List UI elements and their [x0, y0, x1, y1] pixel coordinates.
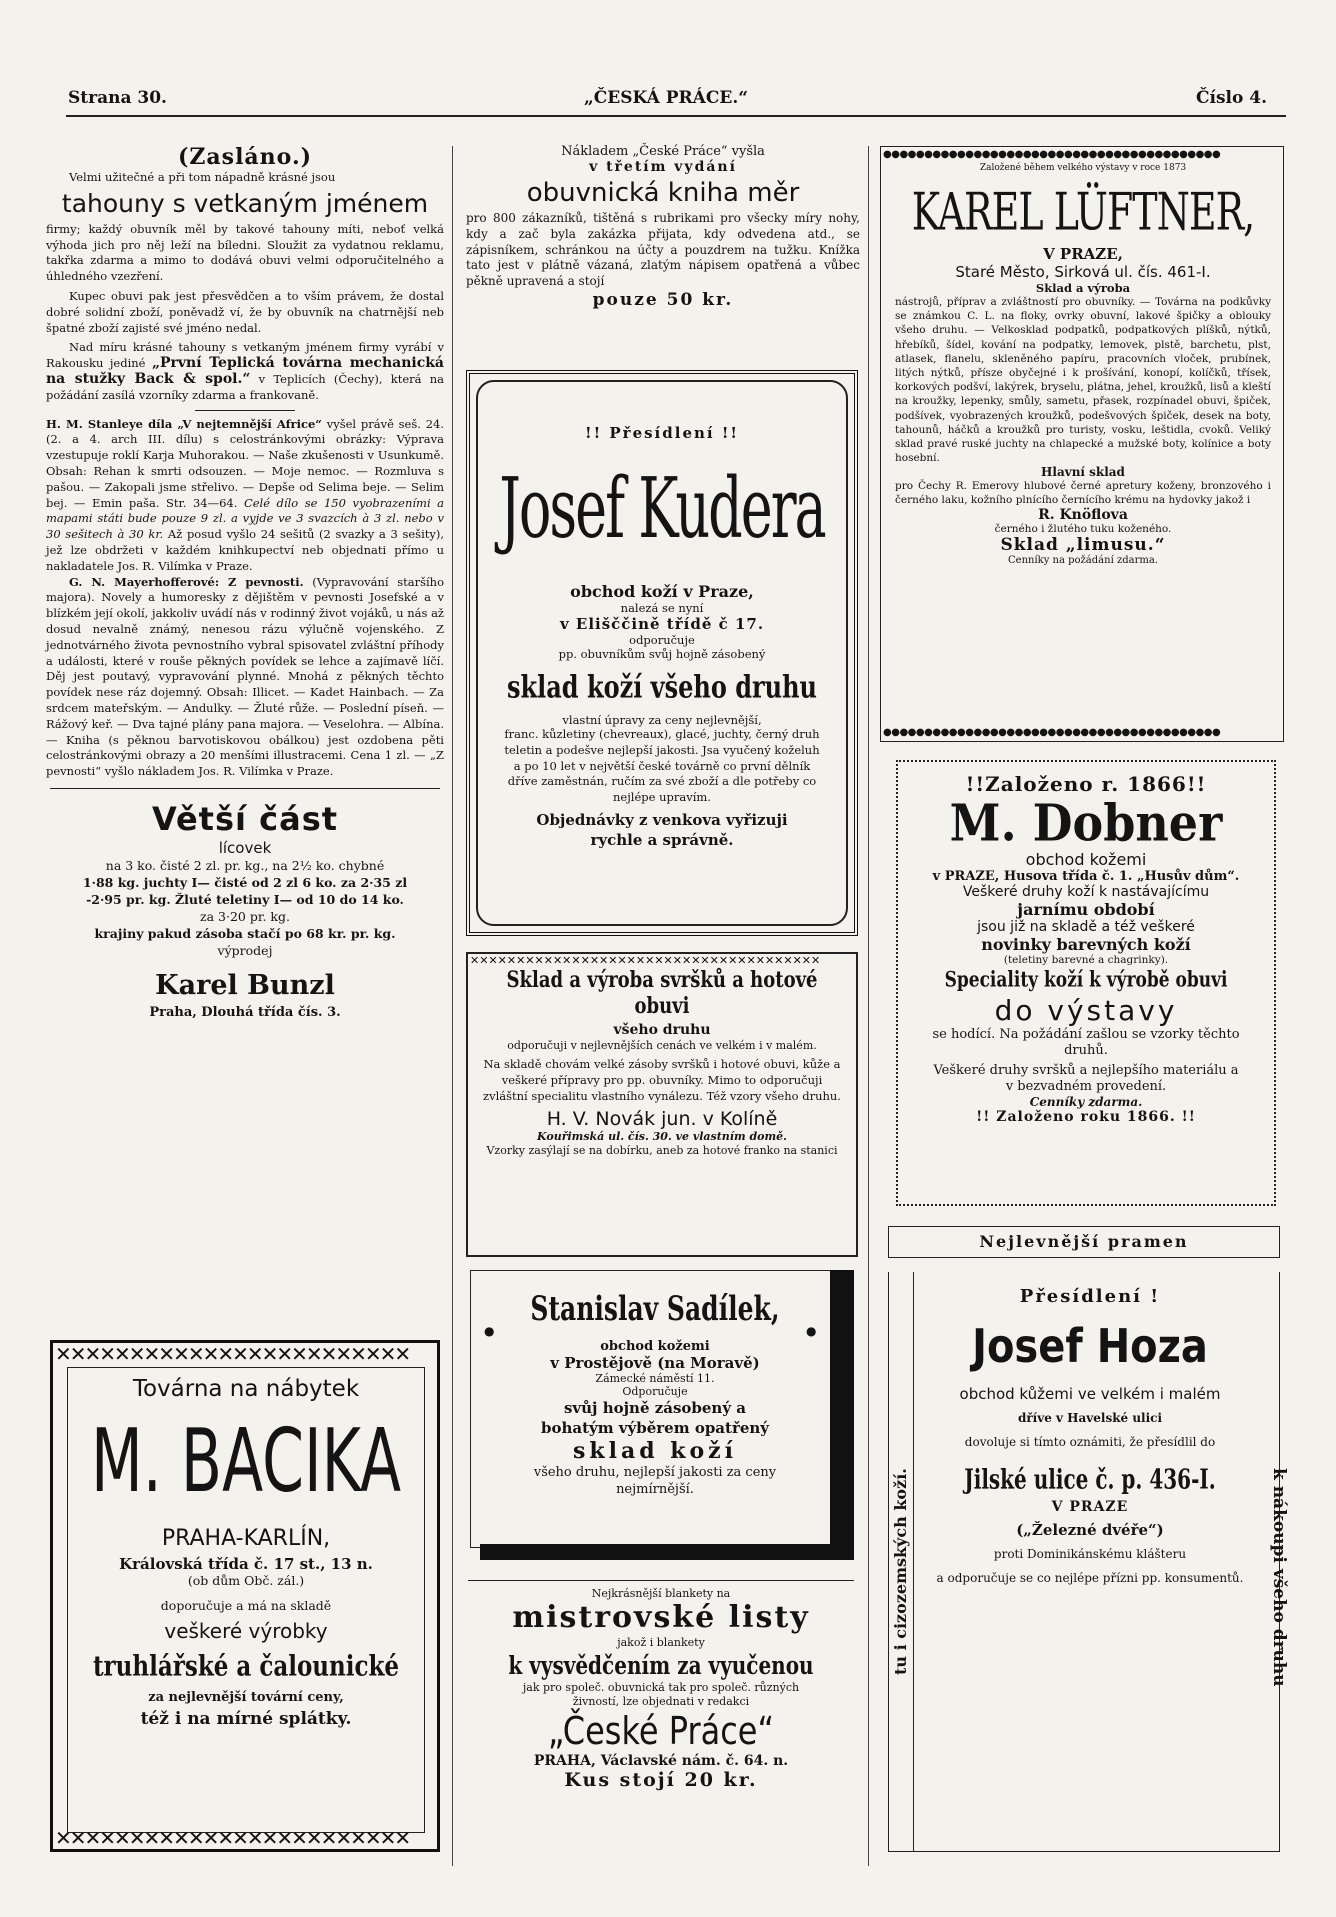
bacik-text-5: též i na mírné splátky.: [140, 1709, 352, 1729]
kniha-text: pro 800 zákazníků, tištěná s rubrikami pro všecky míry nohy, kdy a zač byla zakázka přijata, kdy odvedena atd., se zápisníkem, schránkou na účty a pouzdrem na tužku. Knížka tato jest v plátně vázaná, zlatým nápisem opatřená a vůbec pěkně upravená a stojí: [466, 211, 860, 289]
hoza-content: [919, 1276, 1261, 1585]
bacik-city: PRAHA-KARLÍN,: [161, 1526, 331, 1551]
novak-ornament-top: ✕✕✕✕✕✕✕✕✕✕✕✕✕✕✕✕✕✕✕✕✕✕✕✕✕✕✕✕✕✕✕✕✕✕✕✕✕✕: [470, 955, 821, 967]
kudera-t4: odporučuje: [629, 633, 695, 647]
luftner-content: [895, 163, 1271, 566]
hoza-left-vertical: tu i cizozemských koží.: [891, 1468, 910, 1676]
listy-t3: k vysvědčením za vyučenou: [508, 1650, 814, 1680]
column-1: [46, 144, 444, 1020]
novak-t1: všeho druhu: [613, 1022, 711, 1038]
dobner-t3: Veškeré druhy koží k nastávajícímu: [962, 884, 1210, 900]
dobner-t1: obchod kožemi: [1025, 850, 1147, 869]
dobner-big: do výstavy: [994, 994, 1178, 1027]
licovek-address: Praha, Dlouhá třída čís. 3.: [149, 1004, 341, 1020]
luftner-t5: R. Knöflova: [1038, 507, 1128, 524]
luftner-t3: Hlavní sklad: [1041, 465, 1125, 480]
hoza-t7: a odporučuje se co nejlépe přízni pp. konsumentů.: [936, 1571, 1244, 1585]
listy-t5: PRAHA, Václavské nám. č. 64. n.: [533, 1753, 789, 1769]
column-divider-1: [452, 146, 453, 1866]
luftner-city: V PRAZE,: [1043, 245, 1123, 263]
listy-t4: jak pro společ. obuvnická tak pro společ. různých živností, lze objednati v redakci: [522, 1681, 800, 1708]
dobner-t2: v PRAZE, Husova třída č. 1. „Husův dům“.: [932, 869, 1240, 884]
bacik-text-4: za nejlevnější tovární ceny,: [148, 1690, 344, 1705]
novak-t5: Vzorky zasýlají se na dobírku, aneb za hotové franko na stanici: [486, 1144, 838, 1158]
hoza-t1: obchod kůžemi ve velkém i malém: [959, 1385, 1221, 1403]
book-pevnost: [46, 575, 444, 780]
kniha-line-1: Nákladem „České Práce“ vyšla: [561, 144, 765, 159]
sadilek-t2: v Prostějově (na Moravě): [550, 1354, 760, 1372]
newspaper-title: „ČESKÁ PRÁCE.“: [584, 88, 749, 108]
hoza-t4: V PRAZE: [1051, 1499, 1129, 1515]
kudera-t8: Objednávky z venkova vyřizuji rychle a správně.: [536, 810, 788, 849]
dobner-t12: !! Založeno roku 1866. !!: [976, 1109, 1196, 1125]
bacik-text-3: truhlářské a čalounické: [92, 1650, 400, 1683]
licovek-line-3: -2·95 pr. kg. Žluté teletiny I— od 10 do 14 ko.: [86, 891, 404, 907]
kniha-big: obuvnická kniha měr: [526, 178, 800, 208]
bacik-inner: [67, 1367, 425, 1833]
book-stanley-text: vyšel právě seš. 24. (2. a 4. arch III. dílu) s celostránkovými obrázky: Výprava vzestupuje roklí Karja Muhorakou. — Naše zkušenosti v Usunkumě. Obsah: Rehan k smrti odsouzen. — Moje nemoc. — Rozmluva s pašou. — Zakopali jsme střelivo. — Depše od Selima beje. — Selim bej. — Emin paša. Str. 34—64.: [46, 416, 444, 510]
dobner-t7: (teletiny barevné a chagrinky).: [1003, 954, 1169, 966]
kudera-t1: obchod koží v Praze,: [570, 582, 754, 601]
bacik-ad: [50, 1340, 440, 1852]
book-stanley: [46, 417, 444, 575]
book-stanley-title: H. M. Stanleye díla „V nejtemnější Africe“: [46, 416, 322, 431]
zaslano-big: tahouny s vetkaným jménem: [61, 188, 429, 218]
section-rule-2: [50, 788, 440, 789]
bacik-top: Továrna na nábytek: [132, 1376, 360, 1402]
licovek-line-1: na 3 ko. čisté 2 zl. pr. kg., na 2½ ko. chybné: [105, 857, 385, 873]
kudera-top: !! Přesídlení !!: [585, 424, 739, 442]
novak-t2: odporučuji v nejlevnějších cenách ve velkém i v malém.: [507, 1039, 817, 1052]
listy-t2: jakož i blankety: [617, 1636, 705, 1649]
kudera-t2: nalezá se nyní: [620, 601, 704, 615]
licovek-list: [46, 857, 444, 959]
zaslano-intro: Velmi užitečné a při tom nápadně krásné jsou: [69, 170, 336, 184]
column-divider-2: [868, 146, 869, 1866]
sadilek-t6: všeho druhu, nejlepší jakosti za ceny nejmírnější.: [533, 1465, 777, 1497]
bacik-text-1: doporučuje a má na skladě: [160, 1598, 332, 1613]
dobner-t8: Speciality koží k výrobě obuvi: [944, 967, 1228, 993]
kudera-content: [490, 424, 834, 850]
sadilek-t5: svůj hojně zásobený a bohatým výběrem opatřený: [540, 1399, 770, 1437]
kudera-t7: franc. kůzletiny (chevreaux), glacé, juchty, černý druh teletin a podešve nejlepší jakosti. Jsa vyučený koželuh a po 10 let v největší české továrně co první dělník dříve zaměstnán, ručím za své zboží a dle potřeby co nejlépe upravím.: [504, 727, 820, 805]
hoza-t3: dovoluje si tímto oznámiti, že přesídlil do: [964, 1435, 1216, 1449]
novak-t4: Kouřimská ul. čís. 30. ve vlastním domě.: [537, 1130, 787, 1144]
licovek-name: Karel Bunzl: [155, 969, 335, 1001]
listy-price: Kus stojí 20 kr.: [564, 1769, 758, 1791]
zaslano-p3: [46, 340, 444, 403]
luftner-t6: černého i žlutého tuku koženého.: [994, 523, 1172, 536]
sadilek-content: [480, 1284, 830, 1498]
hoza-t5: („Železné dvéře“): [1016, 1521, 1164, 1539]
sadilek-t4: Odporučuje: [622, 1385, 688, 1398]
kudera-t6: vlastní úpravy za ceny nejlevnější,: [562, 713, 762, 727]
kudera-big: sklad koží všeho druhu: [507, 667, 817, 706]
book-pevnost-title: G. N. Mayerhofferové: Z pevnosti.: [69, 574, 304, 589]
dobner-t5: jsou již na skladě a též veškeré: [977, 919, 1195, 935]
kudera-t3: v Elišččině třídě č 17.: [559, 615, 765, 633]
dobner-name: M. Dobner: [949, 793, 1223, 853]
zaslano-p1: firmy; každý obuvník měl by takové tahouny míti, neboť velká výhoda jich pro něj leží na bíledni. Sloužit za vydatnou reklamu, takřka zdarma a mimo to dodává obuvi velmi odporučitelného a úhledného vzezření.: [46, 221, 444, 284]
novak-content: [478, 966, 846, 1158]
hoza-big: Jilské ulice č. p. 436-I.: [964, 1462, 1216, 1496]
hoza-header: [888, 1226, 1280, 1258]
luftner-name: KAREL LÜFTNER,: [911, 182, 1255, 242]
dobner-t4: jarnímu období: [1017, 900, 1155, 919]
section-rule: [195, 410, 295, 411]
sadilek-name: Stanislav Sadílek,: [530, 1288, 780, 1329]
luftner-t1: Sklad a výroba: [1035, 281, 1131, 295]
kudera-name: Josef Kudera: [499, 459, 825, 558]
listy-big: mistrovské listy: [512, 1600, 810, 1635]
luftner-top: Založené během velkého výstavy v roce 1873: [979, 163, 1187, 173]
licovek-line-5: krajiny pakud zásoba stačí po 68 kr. pr. kg.: [94, 925, 396, 941]
kniha-price: pouze 50 kr.: [592, 289, 734, 310]
sadilek-shadow-bottom: [480, 1544, 854, 1560]
issue-number: Číslo 4.: [1196, 88, 1268, 108]
zaslano-p3-end: v Teplicích (Čechy), která na požádání zasílá vzorníky zdarma a frankovaně.: [46, 371, 444, 402]
hoza-top: Nejlevnější pramen: [979, 1232, 1189, 1251]
luftner-t7: Sklad „limusu.“: [1000, 535, 1166, 556]
ornament-border-top: ✕✕✕✕✕✕✕✕✕✕✕✕✕✕✕✕✕✕✕✕✕✕✕✕: [55, 1345, 410, 1363]
sadilek-dot-right: ●: [806, 1324, 817, 1338]
dobner-t11: Cenníky zdarma.: [1029, 1095, 1143, 1109]
ornament-border-bottom: ✕✕✕✕✕✕✕✕✕✕✕✕✕✕✕✕✕✕✕✕✕✕✕✕: [55, 1829, 410, 1847]
luftner-ornament-bottom: ●●●●●●●●●●●●●●●●●●●●●●●●●●●●●●●●●●●●●●●●●: [883, 727, 1221, 738]
sadilek-t1: obchod kožemi: [600, 1339, 710, 1354]
licovek-line-6: výprodej: [217, 942, 273, 958]
kudera-ad: [466, 370, 858, 936]
sadilek-ad: [470, 1270, 854, 1560]
novak-name: H. V. Novák jun. v Kolíně: [546, 1108, 778, 1131]
bacik-address: Královská třída č. 17 st., 13 n.: [119, 1555, 373, 1573]
luftner-ornament-top: ●●●●●●●●●●●●●●●●●●●●●●●●●●●●●●●●●●●●●●●●●: [883, 149, 1221, 160]
novak-big: Sklad a výroba svršků a hotové obuvi: [506, 966, 818, 1020]
hoza-name: Josef Hoza: [972, 1320, 1208, 1374]
novak-ad: [466, 952, 858, 1257]
listy-ad: [468, 1580, 854, 1840]
bacik-name: M. BACIKA: [91, 1411, 401, 1513]
zaslano-p2: Kupec obuvi pak jest přesvědčen a to vším právem, že dostal dobré solidní zboží, poněvadž ví, že by obuvník na chatrnější neb špatné zboží zajisté své jméno nedal.: [46, 288, 444, 335]
licovek-line-2: 1·88 kg. juchty I— čisté od 2 zl 6 ko. za 2·35 zl: [82, 874, 408, 890]
listy-t1: Nejkrásnější blankety na: [591, 1587, 731, 1600]
dobner-t9: se hodící. Na požádání zašlou se vzorky těchto druhů.: [932, 1027, 1240, 1058]
licovek-line-4: za 3·20 pr. kg.: [200, 908, 290, 924]
dobner-t10: Veškeré druhy svršků a nejlepšího materiálu a v bezvadném provedení.: [933, 1063, 1239, 1094]
page-number: Strana 30.: [68, 88, 167, 108]
zaslano-heading: (Zasláno.): [177, 144, 313, 170]
zaslano-firm: „První Teplická továrna mechanická na stužky Back & spol.“: [46, 355, 445, 387]
kniha-line-2: v třetím vydání: [589, 159, 737, 175]
book-stanley-end: Až posud vyšlo 24 sešitů (2 svazky a 3 sešity), jež lze obdržeti v každém knihkupectví neb objednati přímo u nakladatele Jos. R. Vilímka v Praze.: [46, 527, 445, 573]
column-2-kniha: [466, 144, 860, 310]
hoza-right-vertical: k nákoupi všeho druhu: [1269, 1467, 1289, 1687]
sadilek-big: sklad koží: [572, 1438, 738, 1464]
sadilek-dot-left: ●: [484, 1324, 495, 1338]
header-rule: [66, 115, 1286, 117]
hoza-t0: Přesídlení !: [1019, 1286, 1161, 1307]
book-stanley-italic: Celé dílo se 150 vyobrazeními a mapami státi bude pouze 9 zl. a vyjde ve 3 svazcích à 3 zl. nebo v 30 sešitech à 30 kr.: [46, 495, 445, 542]
listy-name: „České Práce“: [547, 1708, 775, 1754]
novak-t3: Na skladě chovám velké zásoby svršků i hotové obuvi, kůže a veškeré přípravy pro pp. obuvníky. Mimo to odporučuji zvláštní specialitu vlastního vynálezu. Též vzory všeho druhu.: [483, 1057, 841, 1103]
sadilek-t3: Zámecké náměstí 11.: [595, 1372, 715, 1385]
licovek-sub: lícovek: [218, 838, 272, 857]
luftner-address: Staré Město, Sirková ul. čís. 461-I.: [955, 263, 1211, 281]
luftner-t8: Cenníky na požádání zdarma.: [1008, 555, 1158, 567]
bacik-address-2: (ob dům Obč. zál.): [187, 1573, 305, 1588]
luftner-ad: [880, 146, 1284, 742]
sadilek-shadow-right: [830, 1270, 854, 1560]
dobner-ad: [896, 760, 1276, 1206]
hoza-t2: dříve v Havelské ulici: [1017, 1411, 1163, 1425]
kudera-t5: pp. obuvníkům svůj hojně zásobený: [558, 647, 766, 661]
book-pevnost-text: (Vypravování staršího majora). Novely a humoresky z dějištěm v pevnosti Josefské a v blízkém její okolí, jakkoliv uvádí nás v rodinný život vojáků, u nás až dosud nevalně známý, nenesou rázu výlučně vojenského. Z jednotvárného života pevnostního vybral spisovatel zvláštní příhody a události, které v rouše pěkných povídek se lehce a zajímavě líčí. Děj jest poutavý, vypravování plynné. Mnohá z pěkných těchto povídek nese ráz dojemný. Obsah: Illicet. — Kadet Hainbach. — Za srdcem mateřským. — Andulky. — Žluté růže. — Poslední píseň. — Rážový keř. — Dva tajné plány pana majora. — Veselohra. — Albína. — Kniha (s pěknou barvotiskovou obálkou) jest ozdobena pěti celostránkovými obrazy a 20 menšími illustracemi. Cena 1 zl. — „Z pevnosti“ vyšlo nákladem Jos. R. Vilímka v Praze.: [46, 574, 444, 779]
licovek-big: Větší část: [151, 799, 339, 838]
dobner-t6: novinky barevných koží: [981, 935, 1191, 954]
hoza-t6: proti Dominikánskému klášteru: [993, 1547, 1187, 1561]
luftner-t2: nástrojů, příprav a zvláštností pro obuvníky. — Továrna na podkůvky se známkou C. L. na floky, ovrky obuvní, lakové špičky a oblouky všeho druhu. — Velkosklad podpatků, podpatkových plíšků, nýtků, hřebíků, šídel, kování na podpatky, lemovek, plstě, barchetu, plst, atlasek, flanelu, skleněného papíru, pracovních vloček, prubínek, litých nýtků, přísze obyčejné i k prošívání, konopí, kolíčků, třísek, korkových podšví, lakýrek, bryselu, plátna, jehel, kroužků, lisů a kleští na kroužky, lepenky, smůly, sametu, přasek, rozpínadel obuvi, špiček, podšívek, vyobrazených kroužků, podešvových špiček, desek na boty, tahounů, háčků a kroužků pro turisty, vosku, leštidla, cvoků. Veliký sklad pravé ruské juchty na chlapecké a mužské boty, kolínice a boty hosební.: [895, 296, 1271, 465]
bacik-text-2: veškeré výrobky: [164, 1619, 328, 1643]
luftner-t4: pro Čechy R. Emerovy hlubové černé apretury koženy, bronzového i černého laku, kožního plnícího černícího krému na hydovky jakož i: [895, 480, 1271, 507]
zaslano-p3-text: Nad míru krásné tahouny s vetkaným jménem firmy vyrábí v Rakousku jediné: [46, 340, 444, 371]
dobner-top: !!Založeno r. 1866!!: [965, 772, 1207, 796]
hoza-ad: [888, 1272, 1289, 1852]
